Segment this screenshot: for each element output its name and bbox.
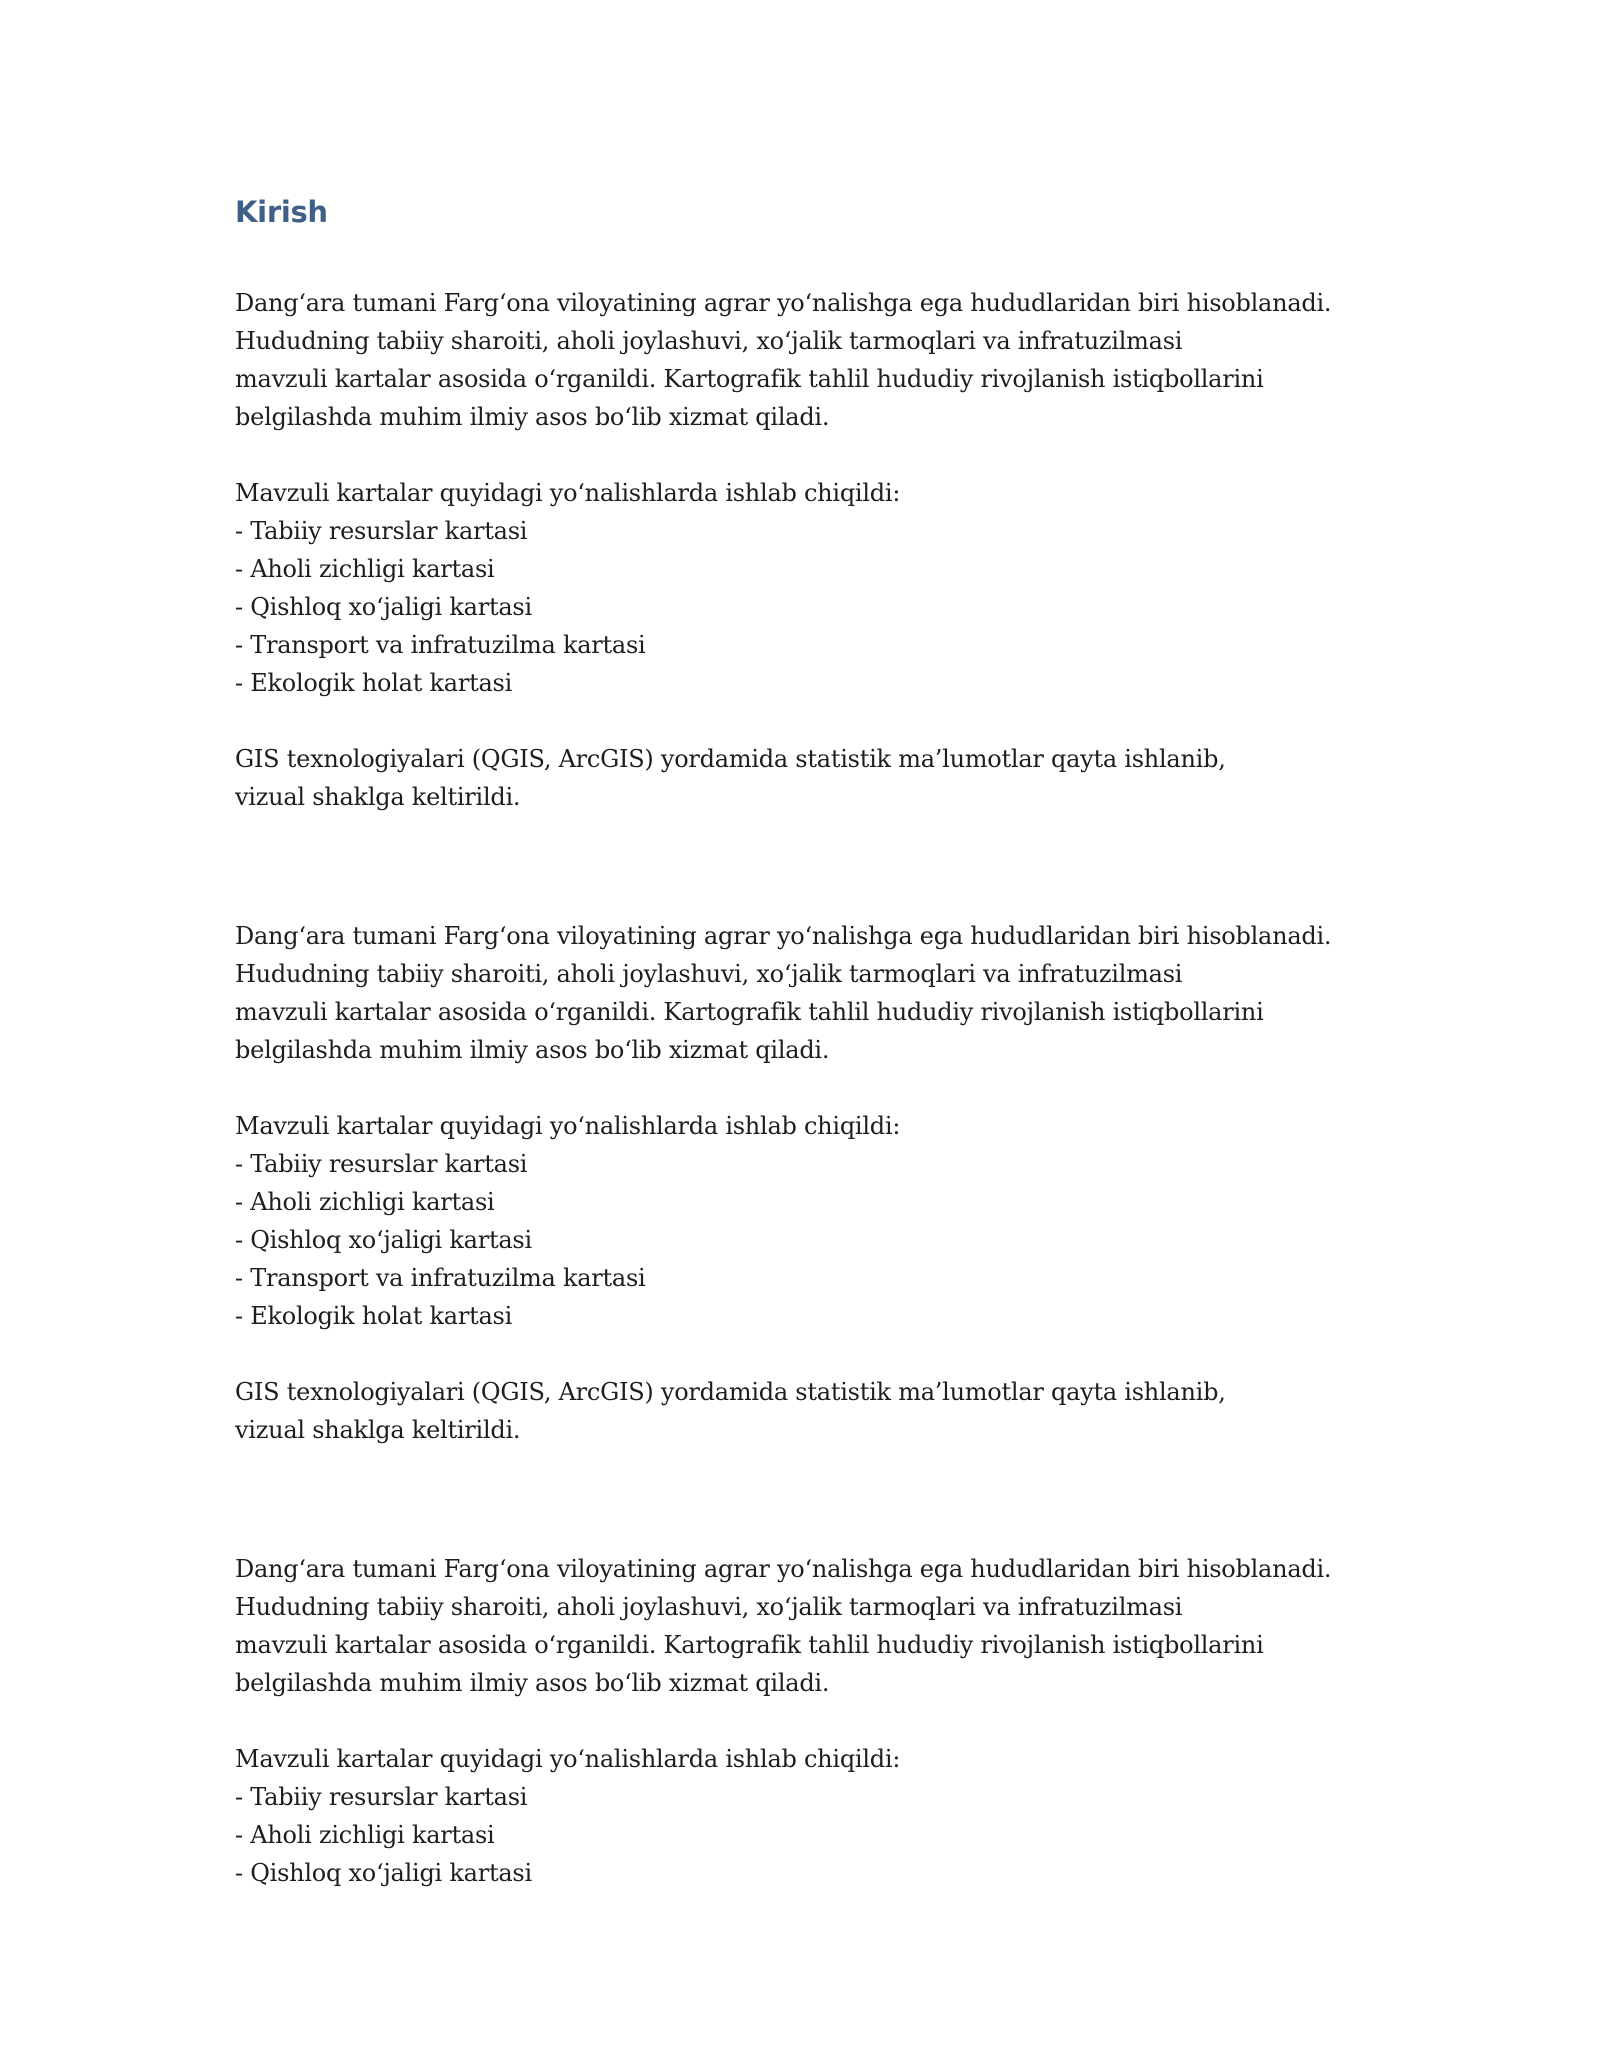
list-item: - Qishloq xo‘jaligi kartasi xyxy=(235,1859,532,1887)
paragraph-line: Hududning tabiiy sharoiti, aholi joylashuvi, xo‘jalik tarmoqlari va infratuzilmasi xyxy=(235,327,1183,355)
list-item: - Transport va infratuzilma kartasi xyxy=(235,1264,646,1292)
section-heading: Kirish xyxy=(235,195,328,229)
list-item: - Aholi zichligi kartasi xyxy=(235,1188,495,1216)
list-item: - Tabiiy resurslar kartasi xyxy=(235,1783,528,1811)
list-item: - Ekologik holat kartasi xyxy=(235,1302,513,1330)
paragraph-line: Hududning tabiiy sharoiti, aholi joylashuvi, xo‘jalik tarmoqlari va infratuzilmasi xyxy=(235,960,1183,988)
closing-line: vizual shaklga keltirildi. xyxy=(235,1416,521,1444)
paragraph-line: Hududning tabiiy sharoiti, aholi joylashuvi, xo‘jalik tarmoqlari va infratuzilmasi xyxy=(235,1593,1183,1621)
paragraph-line: mavzuli kartalar asosida o‘rganildi. Kartografik tahlil hududiy rivojlanish istiqbollarini xyxy=(235,365,1264,393)
list-item: - Tabiiy resurslar kartasi xyxy=(235,517,528,545)
list-item: - Tabiiy resurslar kartasi xyxy=(235,1150,528,1178)
paragraph-line: belgilashda muhim ilmiy asos bo‘lib xizmat qiladi. xyxy=(235,1036,830,1064)
paragraph-line: Dang‘ara tumani Farg‘ona viloyatining agrar yo‘nalishga ega hududlaridan biri hisoblanadi. xyxy=(235,289,1332,317)
paragraph-line: mavzuli kartalar asosida o‘rganildi. Kartografik tahlil hududiy rivojlanish istiqbollarini xyxy=(235,998,1264,1026)
paragraph-line: belgilashda muhim ilmiy asos bo‘lib xizmat qiladi. xyxy=(235,1669,830,1697)
list-item: - Ekologik holat kartasi xyxy=(235,669,513,697)
list-item: - Qishloq xo‘jaligi kartasi xyxy=(235,593,532,621)
text-section-2 xyxy=(235,917,1435,1449)
list-item: - Aholi zichligi kartasi xyxy=(235,555,495,583)
list-item: - Aholi zichligi kartasi xyxy=(235,1821,495,1849)
paragraph-line: Dang‘ara tumani Farg‘ona viloyatining agrar yo‘nalishga ega hududlaridan biri hisoblanadi. xyxy=(235,922,1332,950)
list-intro: Mavzuli kartalar quyidagi yo‘nalishlarda ishlab chiqildi: xyxy=(235,1745,901,1773)
document-content xyxy=(235,186,1435,1892)
list-item: - Qishloq xo‘jaligi kartasi xyxy=(235,1226,532,1254)
list-intro: Mavzuli kartalar quyidagi yo‘nalishlarda ishlab chiqildi: xyxy=(235,479,901,507)
paragraph-line: Dang‘ara tumani Farg‘ona viloyatining agrar yo‘nalishga ega hududlaridan biri hisoblanadi. xyxy=(235,1555,1332,1583)
closing-line: GIS texnologiyalari (QGIS, ArcGIS) yordamida statistik ma’lumotlar qayta ishlanib, xyxy=(235,745,1226,773)
list-item: - Transport va infratuzilma kartasi xyxy=(235,631,646,659)
list-intro: Mavzuli kartalar quyidagi yo‘nalishlarda ishlab chiqildi: xyxy=(235,1112,901,1140)
text-section-3 xyxy=(235,1550,1435,1892)
closing-line: GIS texnologiyalari (QGIS, ArcGIS) yordamida statistik ma’lumotlar qayta ishlanib, xyxy=(235,1378,1226,1406)
paragraph-line: belgilashda muhim ilmiy asos bo‘lib xizmat qiladi. xyxy=(235,403,830,431)
paragraph-line: mavzuli kartalar asosida o‘rganildi. Kartografik tahlil hududiy rivojlanish istiqbollarini xyxy=(235,1631,1264,1659)
text-section-1 xyxy=(235,284,1435,816)
closing-line: vizual shaklga keltirildi. xyxy=(235,783,521,811)
